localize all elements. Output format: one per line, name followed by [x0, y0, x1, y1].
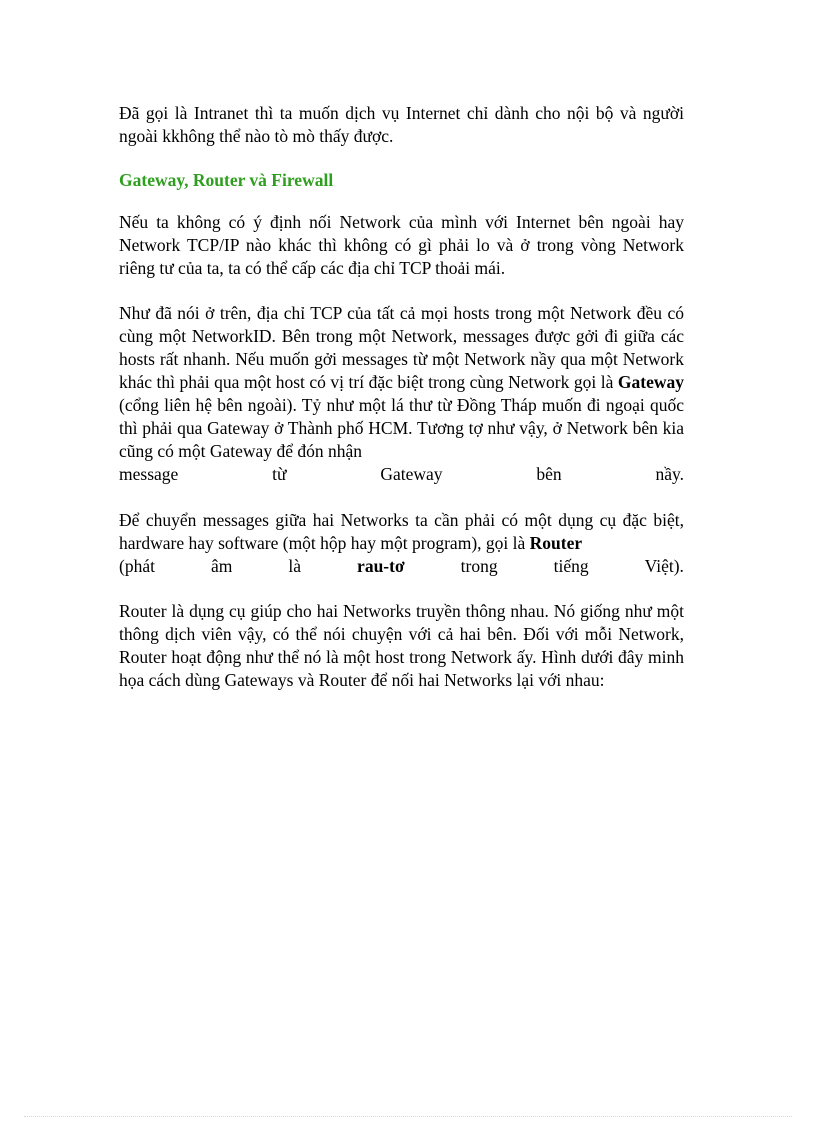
paragraph-router-last-line	[119, 555, 684, 578]
tail-word: Việt).	[644, 556, 684, 576]
paragraph-gateway	[119, 302, 684, 486]
paragraph-gateway-last-line	[119, 463, 684, 486]
tail-word: từ	[272, 464, 287, 484]
tail-word: tiếng	[553, 556, 589, 576]
tail-word: là	[288, 556, 302, 576]
tail-word: message	[119, 464, 179, 484]
gateway-term: Gateway	[617, 372, 684, 392]
paragraph-router-description: Router là dụng cụ giúp cho hai Networks truyền thông nhau. Nó giống như một thông dịch viên vậy, có thể nói chuyện với cả hai bên. Đối với mỗi Network, Router hoạt động như thể nó là một host trong Network ấy. Hình dưới đây minh họa cách dùng Gateways và Router để nối hai Networks lại với nhau:	[119, 601, 684, 690]
tail-word: (phát	[119, 556, 155, 576]
section-heading: Gateway, Router và Firewall	[119, 170, 334, 190]
rau-to-term: rau-tơ	[357, 556, 405, 576]
tail-word: trong	[460, 556, 498, 576]
paragraph-intranet: Đã gọi là Intranet thì ta muốn dịch vụ Internet chỉ dành cho nội bộ và người ngoài kkhông thể nào tò mò thấy được.	[119, 103, 684, 146]
paragraph-gateway-text-a: Như đã nói ở trên, địa chỉ TCP của tất cả mọi hosts trong một Network đều có cùng một NetworkID. Bên trong một Network, messages được gởi đi giữa các hosts rất nhanh. Nếu muốn gởi messages từ một Network nầy qua một Network khác thì phải qua một host có vị trí đặc biệt trong cùng Network gọi là	[119, 303, 684, 392]
router-term: Router	[529, 533, 583, 553]
tail-word: bên	[536, 464, 562, 484]
paragraph-router-text: Để chuyển messages giữa hai Networks ta cần phải có một dụng cụ đặc biệt, hardware hay software (một hộp hay một program), gọi là	[119, 510, 684, 553]
page-bottom-divider	[24, 1116, 792, 1117]
paragraph-private-network: Nếu ta không có ý định nối Network của mình với Internet bên ngoài hay Network TCP/IP nào khác thì không có gì phải lo và ở trong vòng Network riêng tư của ta, ta có thể cấp các địa chỉ TCP thoải mái.	[119, 212, 684, 278]
tail-word: âm	[210, 556, 233, 576]
paragraph-gateway-text-b: (cổng liên hệ bên ngoài). Tỷ như một lá thư từ Đồng Tháp muốn đi ngoại quốc thì phải qua Gateway ở Thành phố HCM. Tương tợ như vậy, ở Network bên kia cũng có một Gateway để đón nhận	[119, 395, 684, 461]
paragraph-router	[119, 509, 684, 578]
tail-word: Gateway	[380, 464, 443, 484]
tail-word: nầy.	[655, 464, 684, 484]
